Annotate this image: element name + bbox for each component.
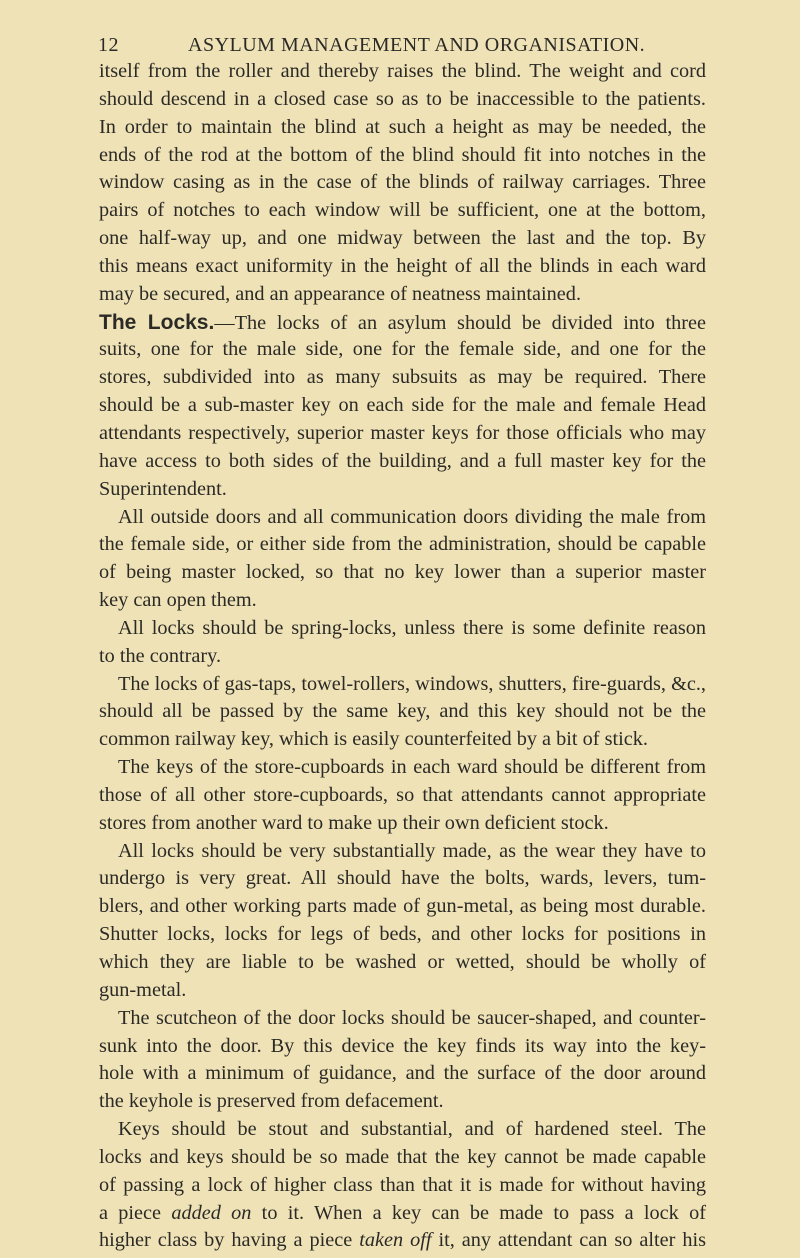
text-line bbox=[99, 420, 706, 448]
text-line bbox=[99, 615, 706, 643]
text-line bbox=[99, 392, 706, 420]
text-line bbox=[99, 86, 706, 114]
text-segment: the female side, or either side from the administration, should be capable bbox=[99, 533, 706, 556]
text-segment: —The locks of an asylum should be divided into three bbox=[214, 311, 706, 334]
text-line bbox=[99, 169, 706, 197]
text-line bbox=[99, 58, 706, 86]
text-segment: key can open them. bbox=[99, 589, 257, 612]
text-segment: The scutcheon of the door locks should be saucer-shaped, and counter- bbox=[118, 1006, 706, 1029]
text-line bbox=[99, 1060, 706, 1088]
running-header bbox=[98, 34, 706, 58]
text-line bbox=[99, 949, 706, 977]
text-segment: hole with a minimum of guidance, and the surface of the door around bbox=[99, 1062, 706, 1085]
body-text bbox=[99, 58, 706, 1255]
text-line bbox=[99, 504, 706, 532]
text-segment: Superintendent. bbox=[99, 477, 227, 500]
page-number: 12 bbox=[98, 34, 119, 56]
text-line bbox=[99, 281, 706, 309]
text-segment: attendants respectively, superior master keys for those officials who may bbox=[99, 421, 706, 444]
text-line bbox=[99, 531, 706, 559]
text-segment: undergo is very great. All should have the bolts, wards, levers, tum- bbox=[99, 867, 706, 890]
text-segment: of passing a lock of higher class than that it is made for without having bbox=[99, 1173, 706, 1196]
text-line bbox=[99, 114, 706, 142]
text-segment: In order to maintain the blind at such a height as may be needed, the bbox=[99, 115, 706, 138]
text-line bbox=[99, 726, 706, 754]
text-segment: higher class by having a piece bbox=[99, 1229, 360, 1252]
text-line bbox=[99, 671, 706, 699]
text-segment: one half-way up, and one midway between the last and the top. By bbox=[99, 227, 706, 250]
text-segment: those of all other store-cupboards, so that attendants cannot appropriate bbox=[99, 783, 706, 806]
text-segment: this means exact uniformity in the height of all the blinds in each ward bbox=[99, 254, 706, 277]
italic-text: taken off bbox=[359, 1229, 432, 1252]
text-line bbox=[99, 1200, 706, 1228]
text-line bbox=[99, 1116, 706, 1144]
text-line bbox=[99, 893, 706, 921]
text-line bbox=[99, 1088, 706, 1116]
text-segment: should descend in a closed case so as to be inaccessible to the patients. bbox=[99, 87, 706, 110]
text-segment: the keyhole is preserved from defacement. bbox=[99, 1090, 444, 1113]
section-heading: The Locks. bbox=[99, 310, 215, 334]
text-line bbox=[99, 1033, 706, 1061]
text-line bbox=[99, 364, 706, 392]
text-segment: should all be passed by the same key, and this key should not be the bbox=[99, 700, 706, 723]
text-segment: stores from another ward to make up their own deficient stock. bbox=[99, 811, 609, 834]
text-segment: The keys of the store-cupboards in each ward should be different from bbox=[118, 756, 706, 779]
text-line bbox=[99, 754, 706, 782]
text-line bbox=[99, 977, 706, 1005]
text-segment: should be a sub-master key on each side for the male and female Head bbox=[99, 394, 706, 417]
text-segment: have access to both sides of the building, and a full master key for the bbox=[99, 449, 706, 472]
text-line bbox=[99, 587, 706, 615]
text-line bbox=[99, 865, 706, 893]
text-line bbox=[99, 1227, 706, 1255]
text-segment: The locks of gas-taps, towel-rollers, windows, shutters, fire-guards, &c., bbox=[118, 672, 706, 695]
text-segment: All locks should be spring-locks, unless there is some definite reason bbox=[118, 616, 706, 639]
text-line bbox=[99, 197, 706, 225]
text-segment: Keys should be stout and substantial, and of hardened steel. The bbox=[118, 1118, 706, 1141]
text-segment: common railway key, which is easily counterfeited by a bit of stick. bbox=[99, 728, 648, 751]
text-segment: stores, subdivided into as many subsuits as may be required. There bbox=[99, 366, 706, 389]
text-segment: may be secured, and an appearance of neatness maintained. bbox=[99, 282, 582, 305]
text-line bbox=[99, 698, 706, 726]
text-line bbox=[99, 225, 706, 253]
text-segment: All locks should be very substantially made, as the wear they have to bbox=[118, 839, 706, 862]
text-segment: blers, and other working parts made of gun-metal, as being most durable. bbox=[99, 895, 706, 918]
text-segment: suits, one for the male side, one for the female side, and one for the bbox=[99, 338, 706, 361]
text-line bbox=[99, 643, 706, 671]
text-segment: it, any attendant can so alter his bbox=[431, 1229, 707, 1252]
text-line bbox=[99, 921, 706, 949]
text-segment: ends of the rod at the bottom of the blind should fit into notches in the bbox=[99, 143, 706, 166]
text-segment: pairs of notches to each window will be sufficient, one at the bottom, bbox=[99, 199, 706, 222]
text-segment: Shutter locks, locks for legs of beds, and other locks for positions in bbox=[99, 923, 706, 946]
text-line bbox=[99, 336, 706, 364]
text-line bbox=[99, 1005, 706, 1033]
text-line bbox=[99, 1172, 706, 1200]
text-line bbox=[99, 476, 706, 504]
text-segment: to the contrary. bbox=[99, 644, 222, 667]
text-line bbox=[99, 309, 706, 337]
text-line bbox=[99, 810, 706, 838]
text-segment: gun-metal. bbox=[99, 978, 187, 1001]
text-segment: locks and keys should be so made that the key cannot be made capable bbox=[99, 1145, 706, 1168]
text-segment: to it. When a key can be made to pass a lock of bbox=[251, 1201, 706, 1224]
italic-text: added on bbox=[171, 1201, 252, 1224]
text-line bbox=[99, 1144, 706, 1172]
text-segment: itself from the roller and thereby raises the blind. The weight and cord bbox=[99, 60, 706, 82]
text-segment: sunk into the door. By this device the key finds its way into the key- bbox=[99, 1034, 706, 1057]
text-line bbox=[99, 559, 706, 587]
text-segment: a piece bbox=[99, 1201, 172, 1224]
text-segment: which they are liable to be washed or wetted, should be wholly of bbox=[99, 951, 706, 973]
text-line bbox=[99, 142, 706, 170]
text-line bbox=[99, 253, 706, 281]
running-title: ASYLUM MANAGEMENT AND ORGANISATION. bbox=[188, 34, 646, 56]
text-segment: of being master locked, so that no key lower than a superior master bbox=[99, 561, 706, 584]
text-line bbox=[99, 838, 706, 866]
text-line bbox=[99, 782, 706, 810]
text-segment: window casing as in the case of the blinds of railway carriages. Three bbox=[99, 171, 706, 194]
text-line bbox=[99, 448, 706, 476]
text-segment: All outside doors and all communication doors dividing the male from bbox=[118, 505, 706, 528]
